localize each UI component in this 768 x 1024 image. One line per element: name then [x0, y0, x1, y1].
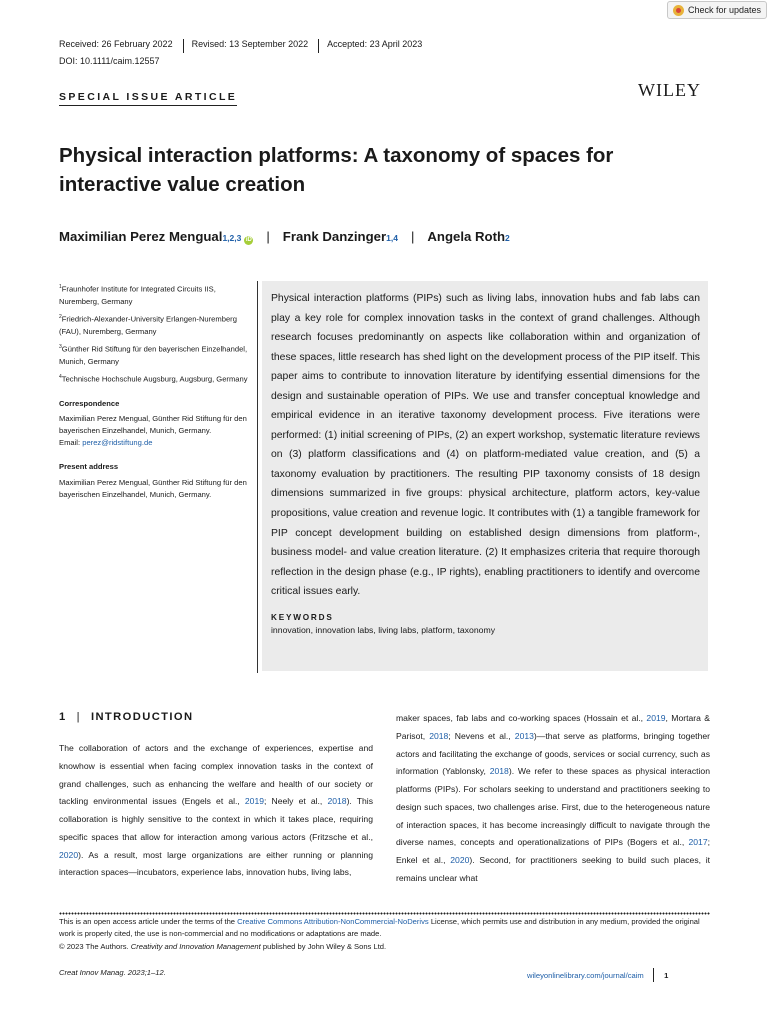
footer-citation: Creat Innov Manag. 2023;1–12.	[59, 968, 166, 977]
author-affiliation-marker[interactable]: 2	[505, 233, 510, 243]
keywords-heading: KEYWORDS	[271, 612, 334, 622]
correspondence-text: Maximilian Perez Mengual, Günther Rid Stiftung für den bayerischen Einzelhandel, Munich, Germany. Email: perez@ridstiftung.de	[59, 413, 247, 448]
body-text: ). As a result, most large organizations are either running or planning interaction spaces—incubators, experience labs, innovation hubs, living labs,	[59, 849, 373, 878]
affiliation: $^3$Günther Rid Stiftung für den bayerischen Einzelhandel, Munich, Germany	[59, 343, 248, 366]
present-address-heading: Present address	[59, 462, 119, 472]
body-text: ; Nevens et al.,	[448, 730, 515, 741]
author-separator: |	[266, 229, 270, 244]
body-text: The collaboration of actors and the exchange of experiences, expertise and knowhow is essential when facing complex innovation tasks in the context of grand challenges, such as enhancing the welfare and health of our society or tackling environmental issues (Engels et al.,	[59, 743, 373, 807]
footnote-divider	[59, 912, 710, 915]
keywords: innovation, innovation labs, living labs, platform, taxonomy	[271, 624, 496, 635]
author-name[interactable]: Frank Danzinger	[282, 229, 387, 244]
revised-date: Revised: 13 September 2022	[192, 39, 320, 53]
license-link[interactable]: Creative Commons Attribution-NonCommercial-NoDerivs	[237, 917, 429, 926]
author-name[interactable]: Maximilian Perez Mengual	[59, 229, 223, 244]
journal-url-link[interactable]: wileyonlinelibrary.com/journal/caim	[527, 970, 644, 980]
section-heading: 1 | INTRODUCTION	[59, 711, 194, 723]
affiliation: $^4$Technische Hochschule Augsburg, Augsburg, Germany	[59, 373, 248, 384]
affiliation: $^2$Friedrich-Alexander-University Erlangen-Nuremberg (FAU), Nuremberg, Germany	[59, 313, 237, 336]
citation-link[interactable]: 2020	[450, 855, 470, 865]
received-date: Received: 26 February 2022	[59, 39, 184, 53]
body-text: , Mortara & Parisot,	[396, 713, 710, 741]
open-access-note: This is an open access article under the terms of the Creative Commons Attribution-NonCommercial-NoDerivs License, which permits use and distribution in any medium, provided the original work is properly cited, the use is non-commercial and no modifications or adaptations are made. © 2023 The Authors. Creativity and Innovation Management published by John Wiley & Sons Ltd.	[59, 917, 700, 951]
affiliation: $^1$Fraunhofer Institute for Integrated Circuits IIS, Nuremberg, Germany	[59, 284, 216, 306]
body-text: ). This collaboration is highly sensitive to the context in which it takes place, requiring specific spaces that allow for interaction among various actors (Fritzsche et al.,	[59, 796, 373, 842]
citation-link[interactable]: 2018	[489, 766, 509, 777]
footer-divider	[653, 968, 654, 982]
intro-text-right	[396, 710, 710, 888]
accepted-date: Accepted: 23 April 2023	[327, 39, 423, 49]
article-type: SPECIAL ISSUE ARTICLE	[59, 91, 237, 106]
crossmark-icon	[673, 5, 684, 16]
body-text: ). Second, for practitioners seeking to build such places, it remains unclear what	[396, 855, 711, 883]
orcid-icon[interactable]: iD	[245, 237, 252, 243]
journal-name: Creativity and Innovation Management	[130, 941, 261, 951]
citation-link[interactable]: 2018	[327, 796, 347, 807]
author-name[interactable]: Angela Roth	[427, 229, 506, 244]
author-affiliation-marker[interactable]: 1,4	[386, 233, 398, 243]
body-text: )—that serve as platforms, bringing together actors and facilitating the exchange of goods, services or social currency, such as information (Yablonsky,	[396, 730, 710, 777]
author-affiliation-marker[interactable]: 1,2,3	[222, 233, 242, 243]
citation-link[interactable]: 2019	[244, 796, 265, 807]
body-text: ). We refer to these spaces as physical interaction platforms (PIPs). For scholars seeking to understand and practitioners seeking to design such spaces, two challenges arise. First, due to the heterogeneous nature of interaction spaces, it has become increasingly difficult to navigate through the diverse names, concepts and operationalizations of PIPs (Bogers et al.,	[396, 766, 710, 848]
publication-dates	[59, 39, 440, 53]
abstract-text: Physical interaction platforms (PIPs) such as living labs, innovation hubs and fab labs can play a key role for complex innovation tasks in the context of grand challenges. Although research focuses predominantly on aspects like collaboration within and organization of these spaces, little research has shed light on the development process of the PIP itself. This paper aims to contribute to innovation literature by identifying essential dimensions for the design and sustainable operation of PIPs. We use and transfer conceptual knowledge and empirical evidence in an iterative taxonomy development process. Five iterations were performed: (1) initial screening of PIPs, (2) an expert workshop, systematic literature reviews on (3) platform classifications and (4) on platform-mediated value creation, and (5) a taxonomy evaluation by practitioners. The resulting PIP taxonomy consists of 18 design dimensions summarized in five groups: physical architecture, platform actors, key-value propositions, value creation and revenue logic. It contributes with (1) a tangible framework for PIP concept development building on established design dimensions from platform-, business model- and value creation literature. (2) It emphasizes criteria that require thorough reflection in the design phase (e.g., IP rights), enabling practitioners to identify and overcome critical issues early.	[271, 293, 700, 598]
affiliations-column	[59, 281, 251, 504]
body-text: ; Neely et al.,	[264, 796, 328, 807]
citation-link[interactable]: 2018	[429, 730, 449, 741]
page-number: 1	[664, 970, 669, 980]
citation-link[interactable]: 2019	[646, 713, 666, 723]
check-for-updates-button[interactable]	[667, 1, 767, 19]
footer-right	[527, 968, 668, 982]
citation-link[interactable]: 2013	[514, 730, 534, 741]
correspondence-heading: Correspondence	[59, 398, 120, 408]
doi: DOI: 10.1111/caim.12557	[59, 56, 160, 66]
check-for-updates-label: Check for updates	[688, 5, 762, 15]
body-text: ; Enkel et al.,	[396, 837, 710, 865]
author-list	[59, 229, 510, 245]
citation-link[interactable]: 2020	[59, 849, 79, 860]
abstract-box	[262, 281, 708, 671]
publisher-logo: WILEY	[638, 80, 701, 100]
article-title: Physical interaction platforms: A taxonomy of spaces for interactive value creation	[59, 144, 614, 196]
column-divider	[257, 281, 258, 673]
body-text: maker spaces, fab labs and co-working spaces (Hossain et al.,	[396, 713, 647, 723]
citation-link[interactable]: 2017	[688, 837, 708, 848]
intro-text-left	[59, 740, 373, 882]
present-address-text: Maximilian Perez Mengual, Günther Rid Stiftung für den bayerischen Einzelhandel, Munich, Germany.	[59, 477, 247, 499]
author-separator: |	[410, 229, 415, 244]
email-link[interactable]: perez@ridstiftung.de	[82, 438, 153, 448]
